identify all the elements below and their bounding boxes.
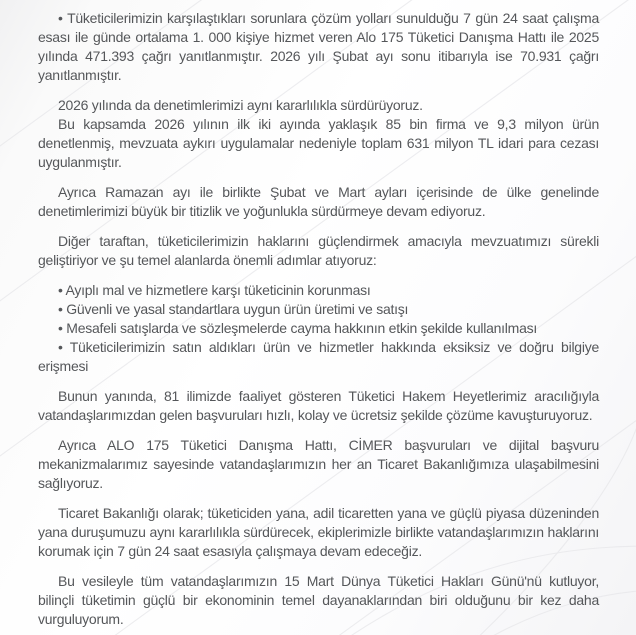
bullet-paragraph: • Tüketicilerimizin karşılaştıkları sorunlara çözüm yolları sunulduğu 7 gün 24 saat çalışma esası ile günde ortalama 1. 000 kişiye hizmet veren Alo 175 Tüketici Danışma Hattı ile 2025 yılında 471.393 çağrı yanıtlanmıştır. 2026 yılı Şubat ayı sonu itibarıyla ise 70.931 çağrı yanıtlanmıştır. [38,10,599,83]
body-paragraph: Diğer taraftan, tüketicilerimizin haklarını güçlendirmek amacıyla mevzuatımızı sürekli geliştiriyor ve şu temel alanlarda önemli adımlar atıyoruz: [38,233,599,268]
bullet-paragraph: • Ayıplı mal ve hizmetlere karşı tüketicinin korunması [58,282,371,298]
body-paragraph: Bu kapsamda 2026 yılının ilk iki ayında yaklaşık 85 bin firma ve 9,3 milyon ürün denetlenmiş, mevzuata aykırı uygulamalar nedeniyle toplam 631 milyon TL idari para cezası uygulanmıştır. [38,116,599,170]
body-paragraph: Ayrıca ALO 175 Tüketici Danışma Hattı, CİMER başvuruları ve dijital başvuru mekanizmalarımız sayesinde vatandaşlarımızın her an Ticaret Bakanlığımıza ulaşabilmesini sağlıyoruz. [38,437,599,491]
body-paragraph: Bu vesileyle tüm vatandaşlarımızın 15 Mart Dünya Tüketici Hakları Günü'nü kutluyor, bilinçli tüketimin güçlü bir ekonominin temel dayanaklarından biri olduğunu bir kez daha vurguluyorum. [38,573,599,627]
bullet-paragraph: • Mesafeli satışlarda ve sözleşmelerde cayma hakkının etkin şekilde kullanılması [58,320,538,336]
body-paragraph: Ayrıca Ramazan ayı ile birlikte Şubat ve Mart ayları içerisinde de ülke genelinde denetimlerimizi büyük bir titizlik ve yoğunlukla sürdürmeye devam ediyoruz. [38,184,599,219]
bullet-paragraph: • Güvenli ve yasal standartlara uygun ürün üretimi ve satışı [58,301,409,317]
bullet-paragraph: • Tüketicilerimizin satın aldıkları ürün ve hizmetler hakkında eksiksiz ve doğru bilgiye erişmesi [38,339,599,374]
body-paragraph: 2026 yılında da denetimlerimizi aynı kararlılıkla sürdürüyoruz. [58,97,423,113]
body-paragraph: Bunun yanında, 81 ilimizde faaliyet gösteren Tüketici Hakem Heyetlerimiz aracılığıyla vatandaşlarımızdan gelen başvuruları hızlı, kolay ve ücretsiz şekilde çözüme kavuşturuyoruz. [38,388,599,423]
body-paragraph: Ticaret Bakanlığı olarak; tüketiciden yana, adil ticaretten yana ve güçlü piyasa düzeninden yana duruşumuzu aynı kararlılıkla sürdürecek, ekiplerimizle birlikte vatandaşlarımızın haklarını korumak için 7 gün 24 saat esasıyla çalışmaya devam edeceğiz. [38,505,599,559]
